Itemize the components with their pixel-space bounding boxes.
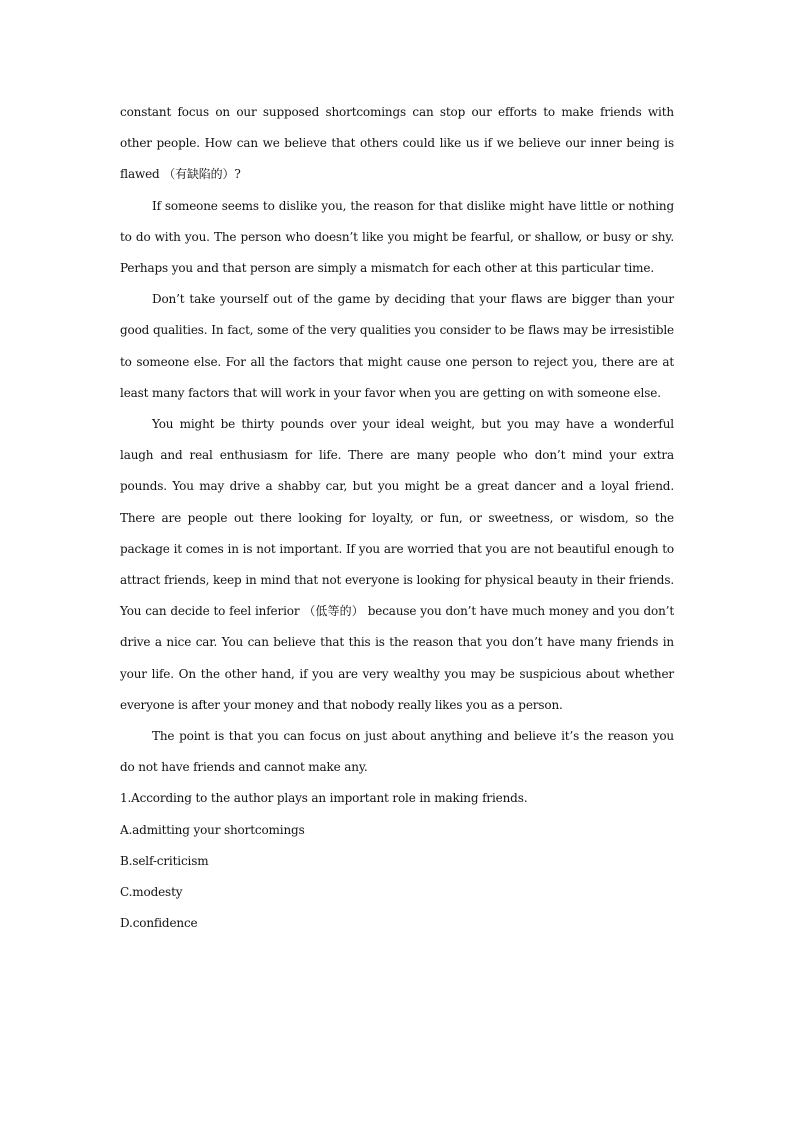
passage-body xyxy=(120,97,674,939)
option-b: B.self-criticism xyxy=(120,853,209,868)
question-stem: 1.According to the author plays an important role in making friends. xyxy=(120,791,528,806)
paragraph-4: You might be thirty pounds over your ideal weight, but you may have a wonderful laugh and real enthusiasm for life. There are many people who don’t mind your extra pounds. You may drive a shabby car, but you might be a great dancer and a loyal friend. There are people out there looking for loyalty, or fun, or sweetness, or wisdom, so the package it comes in is not important. If you are worried that you are not beautiful enough to attract friends, keep in mind that not everyone is looking for physical beauty in their friends. You can decide to feel inferior （低等的） because you don’t have much money and you don’t drive a nice car. You can believe that this is the reason that you don’t have many friends in your life. On the other hand, if you are very wealthy you may be suspicious about whether everyone is after your money and that nobody really likes you as a person. xyxy=(120,417,674,712)
paragraph-5: The point is that you can focus on just about anything and believe it’s the reason you do not have friends and cannot make any. xyxy=(120,729,674,775)
option-d: D.confidence xyxy=(120,916,198,931)
option-c: C.modesty xyxy=(120,885,183,900)
option-a: A.admitting your shortcomings xyxy=(120,822,305,837)
paragraph-3: Don’t take yourself out of the game by deciding that your flaws are bigger than your good qualities. In fact, some of the very qualities you consider to be flaws may be irresistible to someone else. For all the factors that might cause one person to reject you, there are at least many factors that will work in your favor when you are getting on with someone else. xyxy=(120,292,674,400)
paragraph-2: If someone seems to dislike you, the reason for that dislike might have little or nothing to do with you. The person who doesn’t like you might be fearful, or shallow, or busy or shy. Perhaps you and that person are simply a mismatch for each other at this particular time. xyxy=(120,198,674,276)
paragraph-1: constant focus on our supposed shortcomings can stop our efforts to make friends with other people. How can we believe that others could like us if we believe our inner being is flawed （有缺陷的）? xyxy=(120,105,674,182)
